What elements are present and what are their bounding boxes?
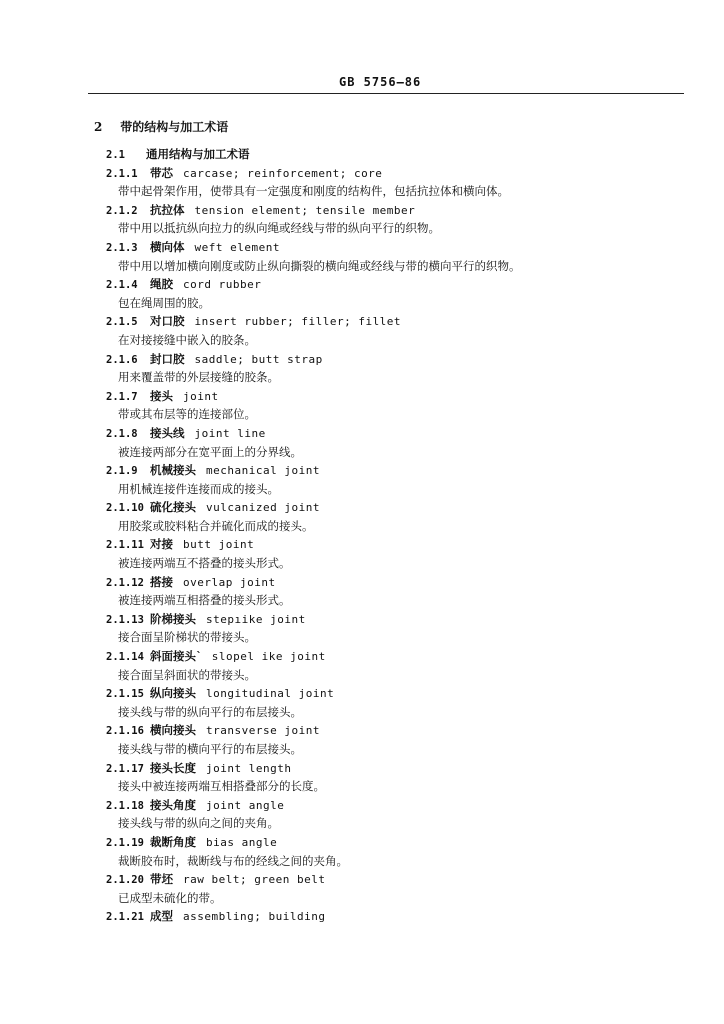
term-english: vulcanized joint: [206, 501, 320, 515]
term-chinese: 接头: [150, 388, 173, 403]
term-definition: 接头中被连接两端互相搭叠部分的长度。: [118, 779, 325, 794]
term-english: overlap joint: [183, 575, 276, 589]
term-number: 2.1.19: [106, 836, 144, 849]
term-entry-heading: [94, 350, 694, 369]
term-chinese: 横向体: [150, 239, 185, 254]
term-definition: 接头线与带的纵向平行的布层接头。: [118, 704, 302, 719]
term-chinese: 接头角度: [150, 797, 196, 812]
term-english: joint angle: [206, 798, 285, 812]
term-chinese: 斜面接头`: [150, 649, 202, 664]
term-entry-heading: [94, 907, 694, 926]
term-chinese: 搭接: [150, 574, 173, 589]
term-entry-heading: [94, 275, 694, 294]
header-rule: [88, 93, 684, 94]
term-number: 2.1.18: [106, 799, 144, 812]
term-entry-heading: [94, 238, 694, 257]
term-number: 2.1.12: [106, 576, 144, 589]
term-definition: 包在绳周围的胶。: [118, 295, 210, 310]
term-number: 2.1.16: [106, 725, 144, 738]
term-number: 2.1.20: [106, 874, 144, 887]
term-english: saddle; butt strap: [194, 352, 323, 366]
term-chinese: 带坯: [150, 872, 173, 887]
term-english: carcase; reinforcement; core: [183, 166, 383, 180]
section-heading: [94, 117, 694, 137]
term-definition: 带或其布层等的连接部位。: [118, 407, 256, 422]
term-entry-heading: [94, 461, 694, 480]
term-definition: 带中用以抵抗纵向拉力的纵向绳或经线与带的纵向平行的织物。: [118, 221, 440, 236]
term-english: joint line: [194, 426, 266, 440]
term-english: weft element: [194, 240, 280, 254]
term-chinese: 抗拉体: [150, 202, 185, 217]
term-definition: 被连接两端互相搭叠的接头形式。: [118, 593, 291, 608]
term-entry-heading: [94, 201, 694, 220]
term-number: 2.1.2: [106, 204, 138, 217]
term-entry-heading: [94, 312, 694, 331]
term-definition: 接合面呈阶梯状的带接头。: [118, 630, 256, 645]
term-chinese: 成型: [150, 909, 173, 924]
term-english: cord rubber: [183, 278, 262, 292]
term-english: insert rubber; filler; fillet: [194, 315, 402, 329]
term-entry-heading: [94, 164, 694, 183]
term-definition: 接头线与带的横向平行的布层接头。: [118, 742, 302, 756]
term-number: 2.1.10: [106, 502, 144, 515]
term-list: [94, 164, 694, 926]
term-definition: 裁断胶布时，裁断线与布的经线之间的夹角。: [118, 853, 348, 868]
term-entry-heading: [94, 759, 694, 778]
term-definition: 被连接两部分在宽平面上的分界线。: [118, 444, 302, 459]
term-entry-heading: [94, 424, 694, 443]
term-english: stepıike joint: [206, 612, 306, 626]
term-entry-heading: [94, 610, 694, 629]
term-chinese: 裁断角度: [150, 834, 196, 849]
term-number: 2.1.21: [106, 911, 144, 924]
term-english: transverse joint: [206, 724, 320, 738]
term-english: tension element; tensile member: [194, 203, 416, 217]
term-definition: 已成型未硫化的带。: [118, 890, 222, 905]
term-definition: 用来覆盖带的外层接缝的胶条。: [118, 370, 279, 385]
term-chinese: 机械接头: [150, 463, 196, 478]
term-english: joint: [183, 389, 219, 403]
term-english: assembling; building: [183, 910, 326, 924]
term-number: 2.1.13: [106, 613, 144, 626]
standard-number: GB 5756—86: [339, 75, 422, 89]
term-english: butt joint: [183, 538, 255, 552]
term-number: 2.1.14: [106, 651, 144, 664]
term-chinese: 接头长度: [150, 760, 196, 775]
term-number: 2.1.5: [106, 316, 138, 329]
term-number: 2.1.3: [106, 241, 138, 254]
term-number: 2.1.1: [106, 167, 138, 180]
term-chinese: 对口胶: [150, 314, 185, 329]
term-entry-heading: [94, 796, 694, 815]
term-entry-heading: [94, 721, 694, 740]
subsection-title: 通用结构与加工术语: [146, 147, 250, 161]
term-chinese: 带芯: [150, 165, 173, 180]
term-chinese: 横向接头: [150, 723, 196, 738]
term-number: 2.1.11: [106, 539, 144, 552]
term-number: 2.1.6: [106, 353, 138, 366]
term-chinese: 硫化接头: [150, 500, 196, 515]
term-entry-heading: [94, 870, 694, 889]
term-chinese: 纵向接头: [150, 686, 196, 701]
term-number: 2.1.7: [106, 390, 138, 403]
term-definition: 带中起骨架作用，使带具有一定强度和刚度的结构件，包括抗拉体和横向体。: [118, 184, 509, 199]
section-title: 带的结构与加工术语: [120, 120, 229, 134]
term-number: 2.1.8: [106, 427, 138, 440]
term-chinese: 封口胶: [150, 351, 185, 366]
term-definition: 带中用以增加横向刚度或防止纵向撕裂的横向绳或经线与带的横向平行的织物。: [118, 258, 521, 273]
section-number: 2: [94, 120, 103, 134]
term-english: joint length: [206, 761, 292, 775]
term-english: mechanical joint: [206, 464, 320, 478]
term-definition: 用胶浆或胶料粘合并硫化而成的接头。: [118, 518, 314, 533]
term-entry-heading: [94, 647, 694, 666]
page-header: [0, 0, 724, 95]
term-entry-heading: [94, 573, 694, 592]
term-definition: 被连接两端互不搭叠的接头形式。: [118, 556, 291, 571]
term-english: longitudinal joint: [206, 687, 335, 701]
term-definition: 接头线与带的纵向之间的夹角。: [118, 816, 279, 831]
term-number: 2.1.9: [106, 465, 138, 478]
term-chinese: 阶梯接头: [150, 611, 196, 626]
term-chinese: 绳胶: [150, 277, 173, 292]
term-number: 2.1.4: [106, 279, 138, 292]
document-body: [94, 117, 694, 926]
subsection-number: 2.1: [106, 149, 125, 161]
term-definition: 在对接接缝中嵌入的胶条。: [118, 332, 256, 347]
term-entry-heading: [94, 535, 694, 554]
term-entry-heading: [94, 498, 694, 517]
term-entry-heading: [94, 833, 694, 852]
term-chinese: 接头线: [150, 425, 185, 440]
term-definition: 接合面呈斜面状的带接头。: [118, 667, 256, 682]
term-entry-heading: [94, 387, 694, 406]
term-number: 2.1.15: [106, 688, 144, 701]
term-chinese: 对接: [150, 537, 173, 552]
term-number: 2.1.17: [106, 762, 144, 775]
term-english: slopel ike joint: [211, 650, 326, 664]
subsection-heading: [94, 145, 694, 164]
term-entry-heading: [94, 684, 694, 703]
term-definition: 用机械连接件连接而成的接头。: [118, 481, 279, 496]
term-english: raw belt; green belt: [183, 873, 326, 887]
term-english: bias angle: [206, 835, 278, 849]
